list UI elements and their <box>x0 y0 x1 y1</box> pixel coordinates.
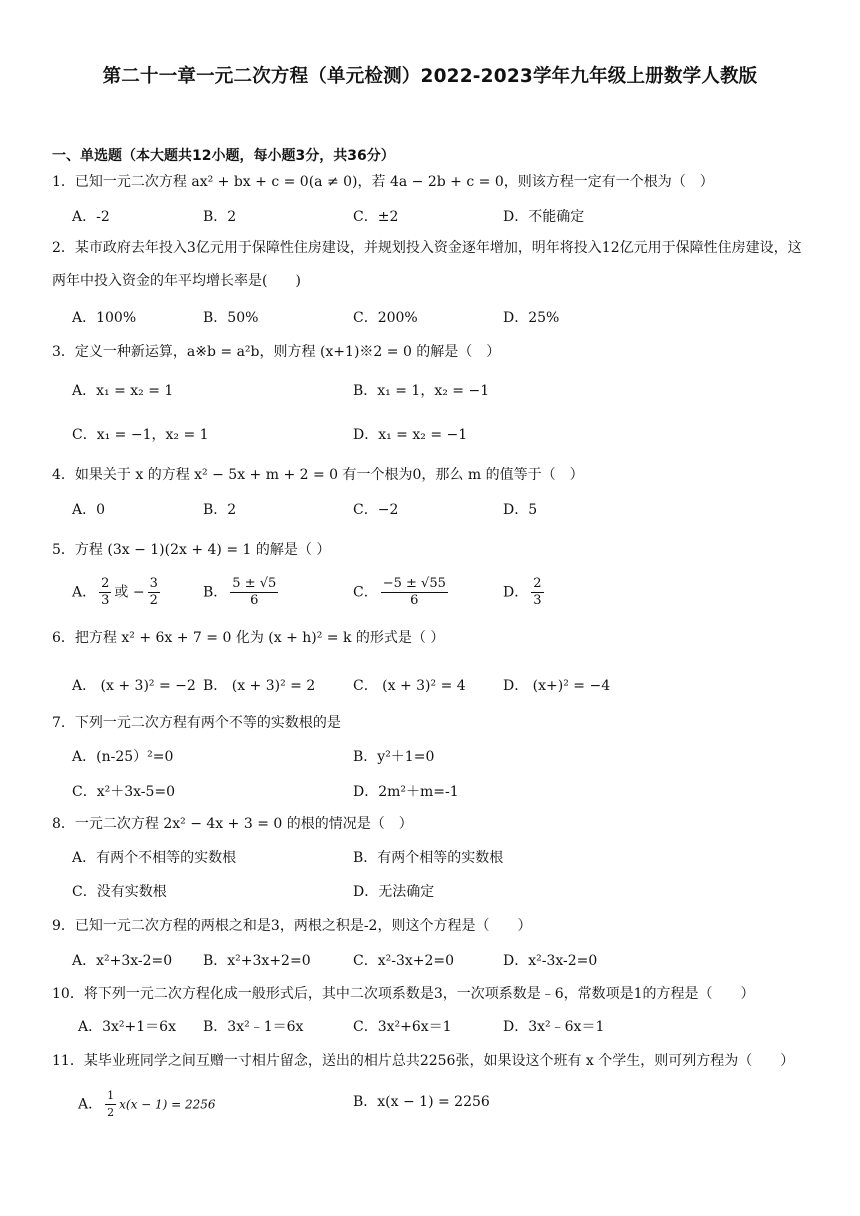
q1-option-b[interactable]: B．2 <box>203 209 237 225</box>
q7-option-a[interactable]: A．(n-25）²=0 <box>72 749 174 765</box>
q11-option-b[interactable]: B．x(x − 1) = 2256 <box>353 1094 490 1110</box>
q3-option-c[interactable]: C．x₁ = −1，x₂ = 1 <box>72 427 209 443</box>
q9-option-c[interactable]: C．x²-3x+2=0 <box>353 953 455 969</box>
question-10: 10．将下列一元二次方程化成一般形式后，其中二次项系数是3，一次项系数是﹣6，常数项是1的方程是（ ） <box>52 986 755 1002</box>
q10-option-d[interactable]: D．3x²﹣6x＝1 <box>503 1019 605 1035</box>
q4-option-b[interactable]: B．2 <box>203 502 237 518</box>
q2-option-c[interactable]: C．200% <box>353 310 418 326</box>
q8-option-a[interactable]: A．有两个不相等的实数根 <box>72 850 237 866</box>
q8-option-d[interactable]: D．无法确定 <box>353 884 435 900</box>
q5-or: 或 − <box>114 584 145 601</box>
fraction: $\frac{-5 \pm √55}{6}$ <box>382 576 446 608</box>
q5-option-a[interactable] <box>72 576 163 609</box>
q10-option-a[interactable]: A．3x²+1＝6x <box>78 1019 176 1035</box>
q5-option-d-label: D． <box>503 584 529 601</box>
section-heading: 一、单选题（本大题共12小题，每小题3分，共36分） <box>52 148 395 164</box>
q1-option-c[interactable]: C．±2 <box>353 209 399 225</box>
q4-option-c[interactable]: C．−2 <box>353 502 399 518</box>
question-5: 5．方程 (3x − 1)(2x + 4) = 1 的解是（ ） <box>52 542 331 558</box>
q5-option-d[interactable] <box>503 576 547 609</box>
question-6: 6．把方程 x² + 6x + 7 = 0 化为 (x + h)² = k 的形式是（ ） <box>52 630 445 646</box>
q5-option-b[interactable] <box>203 576 281 609</box>
q11-option-a[interactable] <box>78 1088 216 1121</box>
q8-option-b[interactable]: B．有两个相等的实数根 <box>353 850 504 866</box>
question-2: 2．某市政府去年投入3亿元用于保障性住房建设，并规划投入资金逐年增加，明年将投入12亿元用于保障性住房建设，这两年中投入资金的年平均增长率是( ) <box>52 240 802 289</box>
q9-option-b[interactable]: B．x²+3x+2=0 <box>203 953 311 969</box>
q5-option-c-label: C． <box>353 584 378 601</box>
q5-option-a-label: A． <box>72 584 97 601</box>
question-9: 9．已知一元二次方程的两根之和是3，两根之积是-2，则这个方程是（ ） <box>52 918 532 934</box>
q7-option-b[interactable]: B．y²＋1=0 <box>353 749 435 765</box>
fraction: $\frac{1}{2}$ <box>107 1089 115 1119</box>
question-7: 7．下列一元二次方程有两个不等的实数根的是 <box>52 715 341 731</box>
question-11: 11．某毕业班同学之间互赠一寸相片留念，送出的相片总共2256张，如果设这个班有 x 个学生，则可列方程为（ ） <box>52 1053 795 1069</box>
q8-option-c[interactable]: C．没有实数根 <box>72 884 167 900</box>
q6-option-d[interactable]: D． (x+)² = −4 <box>503 678 611 694</box>
q5-option-c[interactable] <box>353 576 451 609</box>
q10-option-b[interactable]: B．3x²﹣1＝6x <box>203 1019 304 1035</box>
q2-option-b[interactable]: B．50% <box>203 310 259 326</box>
fraction: $\frac{2}{3}$ <box>533 576 542 608</box>
q10-option-c[interactable]: C．3x²+6x＝1 <box>353 1019 452 1035</box>
question-4: 4．如果关于 x 的方程 x² − 5x + m + 2 = 0 有一个根为0，那么 m 的值等于（ ） <box>52 467 584 483</box>
q7-option-d[interactable]: D．2m²＋m=-1 <box>353 784 459 800</box>
q11-option-a-expression: x(x − 1) = 2256 <box>119 1097 216 1112</box>
question-1: 1．已知一元二次方程 ax² + bx + c = 0(a ≠ 0)，若 4a − 2b + c = 0，则该方程一定有一个根为（ ） <box>52 174 714 190</box>
q4-option-a[interactable]: A．0 <box>72 502 106 518</box>
fraction: $\frac{2}{3}$ <box>101 576 110 608</box>
q6-option-c[interactable]: C． (x + 3)² = 4 <box>353 678 466 694</box>
fraction: $\frac{3}{2}$ <box>149 576 158 608</box>
q6-option-b[interactable]: B． (x + 3)² = 2 <box>203 678 316 694</box>
q2-option-d[interactable]: D．25% <box>503 310 560 326</box>
question-3: 3．定义一种新运算，a※b = a²b，则方程 (x+1)※2 = 0 的解是（ ） <box>52 344 501 360</box>
q1-option-d[interactable]: D．不能确定 <box>503 209 585 225</box>
question-8: 8．一元二次方程 2x² − 4x + 3 = 0 的根的情况是（ ） <box>52 816 413 832</box>
q9-option-a[interactable]: A．x²+3x-2=0 <box>72 953 173 969</box>
page-title: 第二十一章一元二次方程（单元检测）2022-2023学年九年级上册数学人教版 <box>102 66 758 87</box>
q2-option-a[interactable]: A．100% <box>72 310 137 326</box>
fraction: $\frac{5 \pm √5}{6}$ <box>232 576 277 608</box>
q4-option-d[interactable]: D．5 <box>503 502 538 518</box>
q1-option-a[interactable]: A．-2 <box>72 209 110 225</box>
q9-option-d[interactable]: D．x²-3x-2=0 <box>503 953 598 969</box>
q11-option-a-label: A． <box>78 1096 103 1113</box>
q3-option-a[interactable]: A．x₁ = x₂ = 1 <box>72 383 174 399</box>
q3-option-b[interactable]: B．x₁ = 1，x₂ = −1 <box>353 383 490 399</box>
q5-option-b-label: B． <box>203 584 228 601</box>
q6-option-a[interactable]: A． (x + 3)² = −2 <box>72 678 196 694</box>
q7-option-c[interactable]: C．x²＋3x-5=0 <box>72 784 176 800</box>
q3-option-d[interactable]: D．x₁ = x₂ = −1 <box>353 427 468 443</box>
